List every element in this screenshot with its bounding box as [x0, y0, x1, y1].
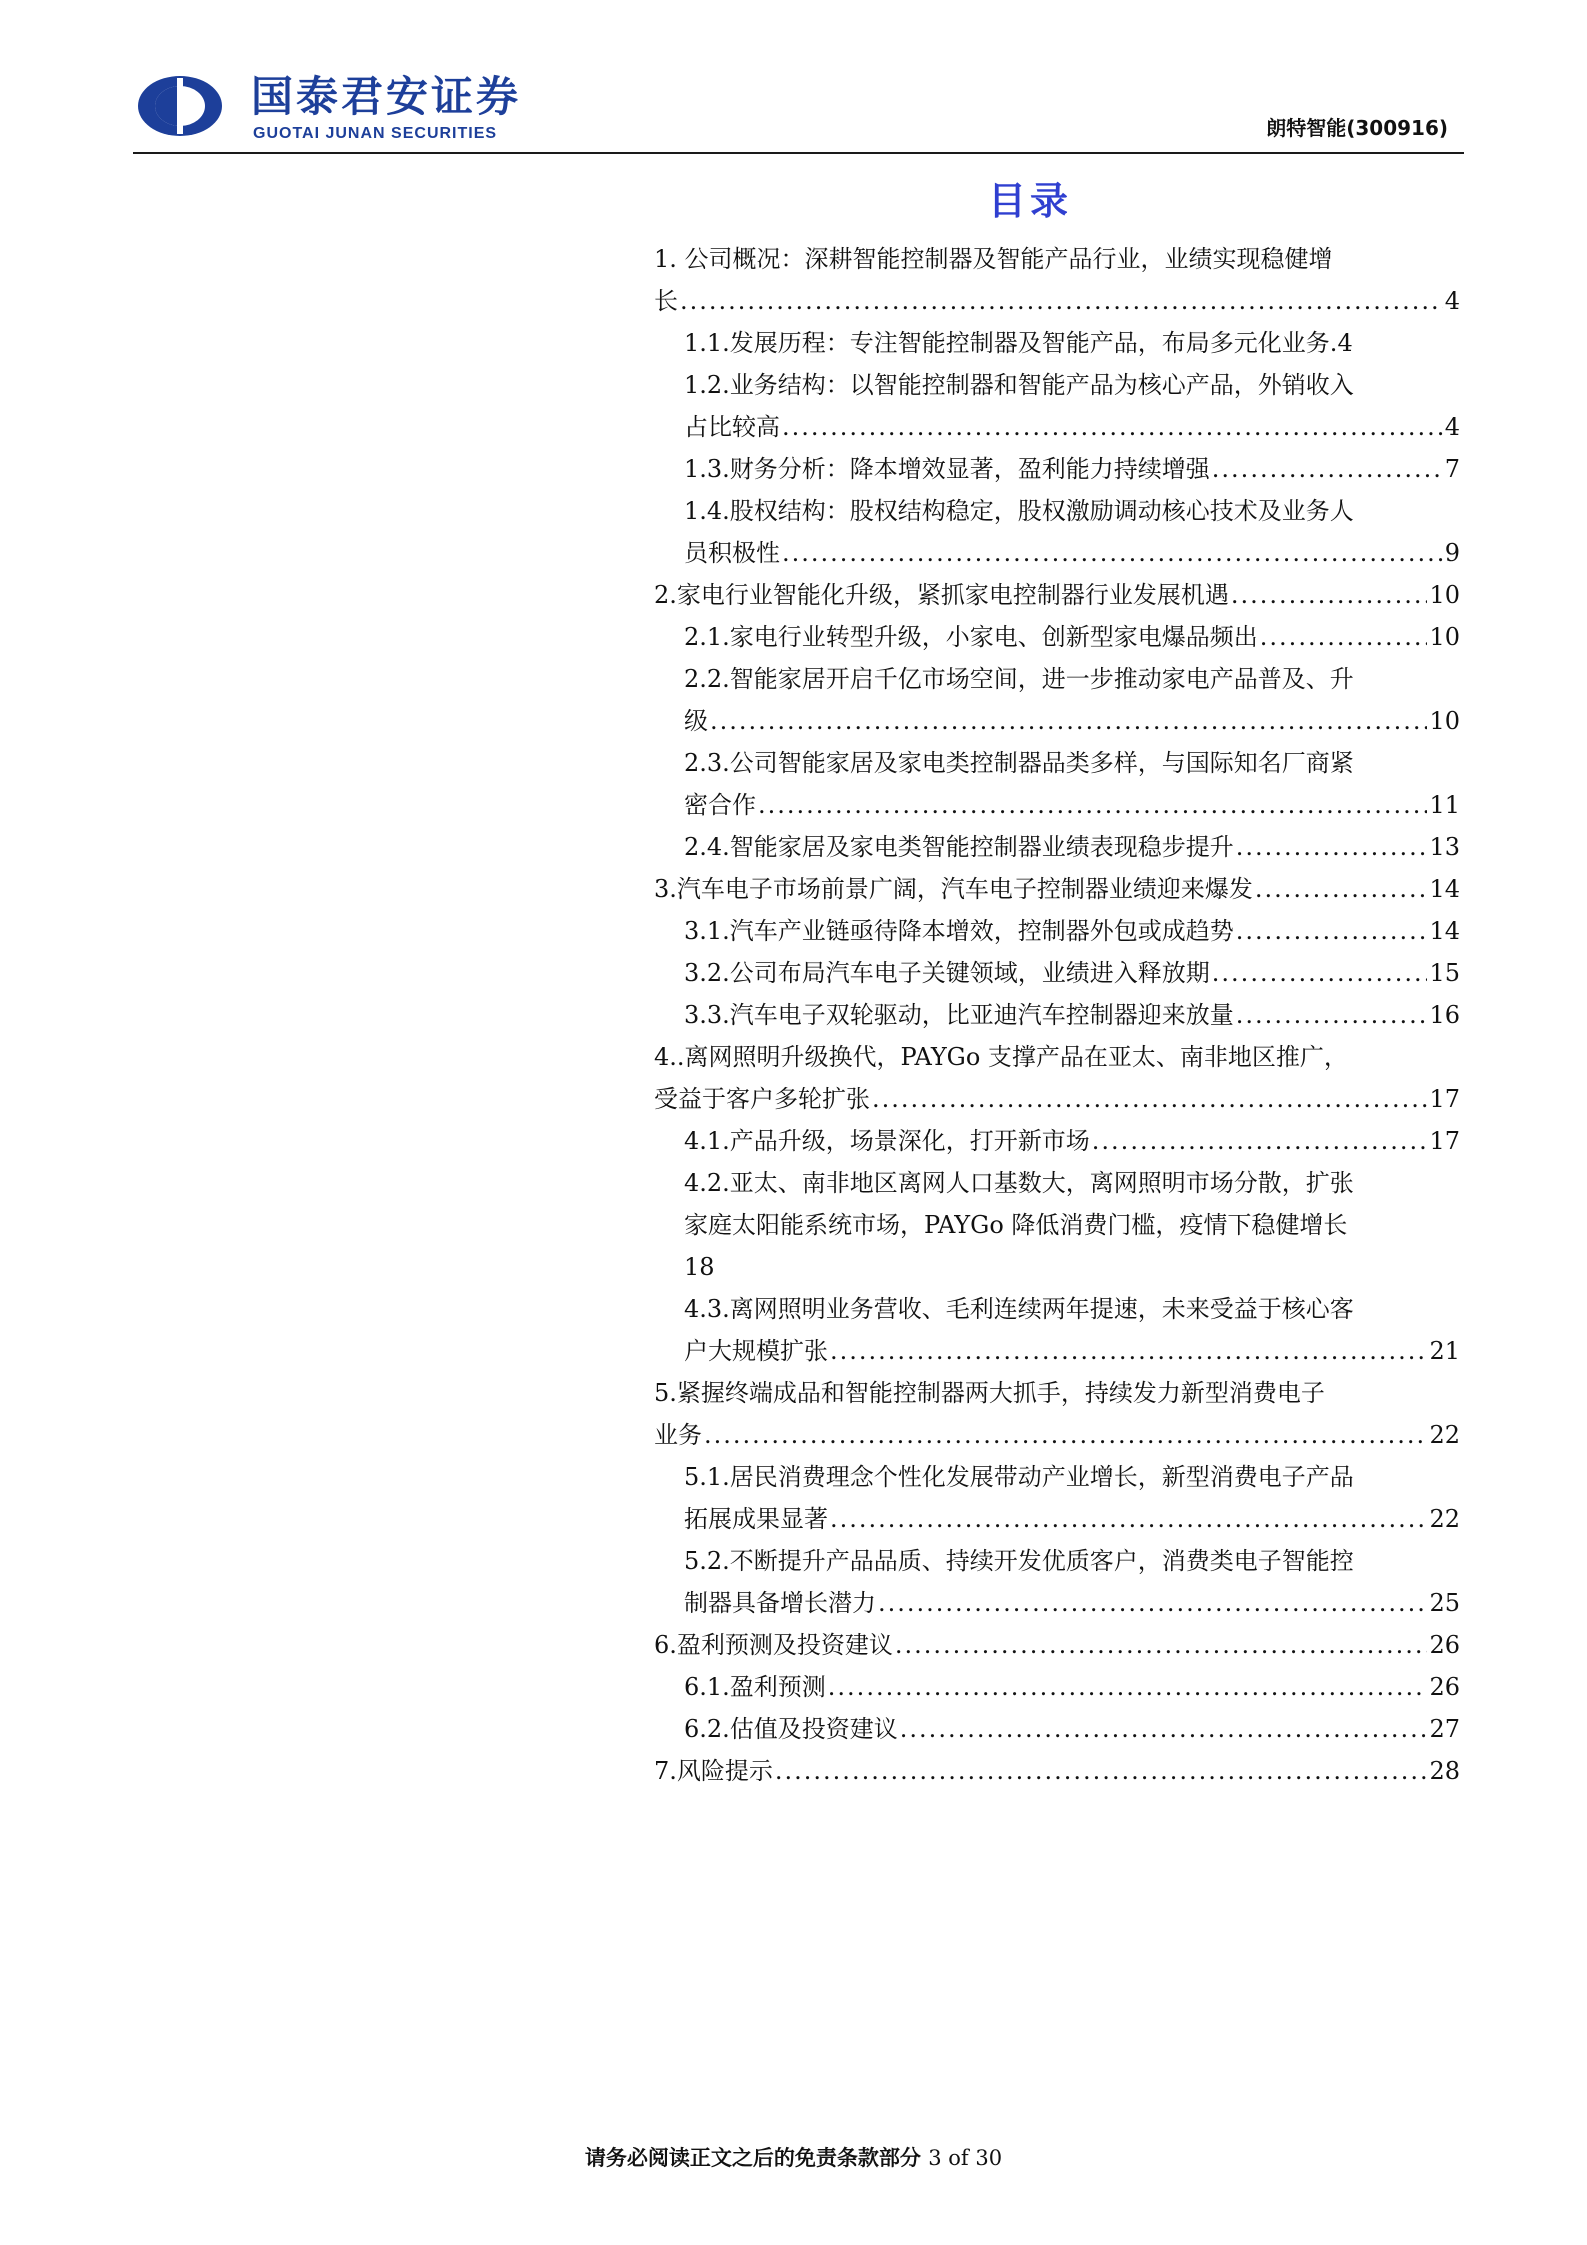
toc-page-number: 17 [1429, 1127, 1460, 1155]
logo-wordmark-en: GUOTAI JUNAN SECURITIES [253, 125, 498, 142]
toc-page-number: 4 [1444, 413, 1460, 441]
toc-entry[interactable]: 5.1.居民消费理念个性化发展带动产业增长，新型消费电子产品 拓展成果显著 ..... 22 [684, 1456, 1460, 1540]
toc-entry[interactable]: 1.1.发展历程：专注智能控制器及智能产品，布局多元化业务. 4 [684, 322, 1460, 364]
toc-page-number: 27 [1429, 1715, 1460, 1743]
toc-page-number: 21 [1429, 1337, 1460, 1365]
toc-entry[interactable]: 3.3.汽车电子双轮驱动，比亚迪汽车控制器迎来放量 ..... 16 [684, 994, 1460, 1036]
toc-entry[interactable]: 6.2.估值及投资建议 ..... 27 [684, 1708, 1460, 1750]
toc-entry[interactable]: 6.1.盈利预测 ..... 26 [684, 1666, 1460, 1708]
toc-entry[interactable]: 5.2.不断提升产品品质、持续开发优质客户，消费类电子智能控 制器具备增长潜力 ..... 25 [684, 1540, 1460, 1624]
logo-wordmark-cn: 国泰君安证券 [251, 72, 522, 121]
toc-page-number: 26 [1429, 1673, 1460, 1701]
toc-page-number: 4 [1444, 287, 1460, 315]
toc-entry[interactable]: 4.3.离网照明业务营收、毛利连续两年提速，未来受益于核心客 户大规模扩张 ..... 21 [684, 1288, 1460, 1372]
toc-page-number: 22 [1429, 1505, 1460, 1533]
toc-page-number: 11 [1429, 791, 1460, 819]
toc-page-number: 28 [1429, 1757, 1460, 1785]
toc-page-number: 10 [1429, 707, 1460, 735]
toc-entry[interactable]: 3.汽车电子市场前景广阔，汽车电子控制器业绩迎来爆发 ..... 14 [654, 868, 1460, 910]
toc-page-number: 17 [1429, 1085, 1460, 1113]
toc-entry[interactable]: 3.2.公司布局汽车电子关键领域，业绩进入释放期 ..... 15 [684, 952, 1460, 994]
toc-page-number: 7 [1444, 455, 1460, 483]
toc-page-number: 16 [1429, 1001, 1460, 1029]
toc-entry[interactable]: 3.1.汽车产业链亟待降本增效，控制器外包或成趋势 ..... 14 [684, 910, 1460, 952]
toc-page-number: 26 [1429, 1631, 1460, 1659]
page-header [133, 66, 1464, 154]
toc-entry[interactable]: 1.4.股权结构：股权结构稳定，股权激励调动核心技术及业务人 员积极性 ..... 9 [684, 490, 1460, 574]
toc-entry[interactable]: 5.紧握终端成品和智能控制器两大抓手，持续发力新型消费电子 业务 ..... 22 [654, 1372, 1460, 1456]
toc-entry[interactable]: 2.4.智能家居及家电类智能控制器业绩表现稳步提升 ..... 13 [684, 826, 1460, 868]
toc-title: 目录 [987, 179, 1072, 223]
toc-entry[interactable]: 4.1.产品升级，场景深化，打开新市场 ..... 17 [684, 1120, 1460, 1162]
toc-page-number: 13 [1429, 833, 1460, 861]
toc-entry[interactable]: 6.盈利预测及投资建议 ..... 26 [654, 1624, 1460, 1666]
disclaimer-note: 请务必阅读正文之后的免责条款部分 [584, 2145, 921, 2170]
toc-page-number: 10 [1429, 581, 1460, 609]
toc-entry[interactable]: 4..离网照明升级换代，PAYGo 支撑产品在亚太、南非地区推广， 受益于客户多轮扩张 ..... 17 [654, 1036, 1460, 1120]
toc-entry[interactable]: 2.家电行业智能化升级，紧抓家电控制器行业发展机遇 ..... 10 [654, 574, 1460, 616]
toc-entry[interactable]: 4.2.亚太、南非地区离网人口基数大，离网照明市场分散，扩张 家庭太阳能系统市场，PAYGo 降低消费门槛，疫情下稳健增长 18 [684, 1162, 1460, 1288]
toc-page-number: 22 [1429, 1421, 1460, 1449]
toc-page-number: 14 [1429, 917, 1460, 945]
toc-entry[interactable]: 1.2.业务结构：以智能控制器和智能产品为核心产品，外销收入 占比较高 ..... 4 [684, 364, 1460, 448]
guotai-junan-logo-icon [136, 74, 224, 138]
toc-page-number: 25 [1429, 1589, 1460, 1617]
page-footer [0, 2142, 1587, 2172]
toc-page-number: 4 [1337, 329, 1353, 357]
toc-entry[interactable]: 2.3.公司智能家居及家电类控制器品类多样，与国际知名厂商紧 密合作 ..... 11 [684, 742, 1460, 826]
toc-page-number: 10 [1429, 623, 1460, 651]
toc-page-number: 9 [1444, 539, 1460, 567]
toc-entry[interactable]: 1. 公司概况：深耕智能控制器及智能产品行业，业绩实现稳健增 长 ..... 4 [654, 238, 1460, 322]
toc-entry[interactable]: 2.1.家电行业转型升级，小家电、创新型家电爆品频出 ..... 10 [684, 616, 1460, 658]
toc-entry[interactable]: 2.2.智能家居开启千亿市场空间，进一步推动家电产品普及、升 级 ..... 10 [684, 658, 1460, 742]
company-ticker: 朗特智能(300916) [1266, 116, 1448, 140]
toc-page-number: 15 [1429, 959, 1460, 987]
toc-entry[interactable]: 7.风险提示 ..... 28 [654, 1750, 1460, 1792]
page-number: 3 of 30 [928, 2146, 1003, 2170]
toc-entry[interactable]: 1.3.财务分析：降本增效显著，盈利能力持续增强 ..... 7 [684, 448, 1460, 490]
toc-page-number: 18 [684, 1253, 715, 1281]
toc-page-number: 14 [1429, 875, 1460, 903]
